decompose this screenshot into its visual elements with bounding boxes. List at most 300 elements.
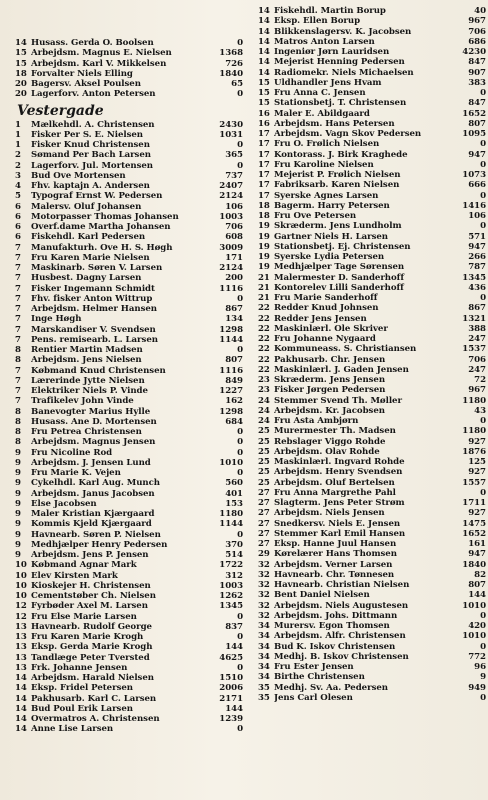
entry-name: Fisker Per S. E. Nielsen (31, 129, 143, 140)
entry-amount: 849 (225, 375, 243, 386)
entry-amount: 4625 (219, 652, 243, 663)
entry-name: Malersv. Oluf Johansen (31, 201, 142, 212)
entry-name: Maskinarb. Søren V. Larsen (31, 263, 163, 273)
entry-name: Kioskejer H. Christensen (31, 580, 151, 591)
entry-house-number: 16 (258, 108, 270, 119)
list-entry (15, 683, 243, 693)
list-entry (15, 335, 243, 345)
entry-house-number: 34 (258, 672, 270, 683)
entry-name: Fru Karoline Nielsen (274, 159, 374, 170)
entry-amount: 2124 (219, 263, 243, 273)
entry-name: Maler E. Abildgaard (274, 108, 370, 119)
entry-amount: 1840 (462, 559, 486, 570)
entry-amount: 706 (468, 26, 486, 37)
list-entry (15, 38, 243, 48)
entry-house-number: 14 (258, 26, 270, 37)
entry-name: Skræderm. Jens Jensen (274, 375, 386, 385)
entry-amount: 686 (468, 36, 486, 47)
entry-amount: 0 (480, 159, 486, 170)
entry-house-number: 9 (15, 488, 21, 499)
entry-name: Fru Else Marie Larsen (31, 611, 137, 622)
entry-amount: 1095 (462, 129, 486, 139)
entry-house-number: 19 (258, 241, 270, 252)
entry-name: Fru Marie K. Vejen (31, 468, 121, 478)
entry-name: Arbejdsm. Alfr. Christensen (274, 631, 406, 642)
list-entry (258, 6, 486, 16)
entry-name: Fru Karen Marie Krogh (31, 632, 144, 642)
entry-name: Uldhandler Jens Hvam (274, 77, 382, 88)
entry-name: Eksp. Hanne Juul Hansen (274, 539, 397, 549)
entry-house-number: 25 (258, 436, 270, 447)
entry-house-number: 25 (258, 426, 270, 437)
list-entry (258, 78, 486, 88)
entry-house-number: 14 (258, 36, 270, 47)
entry-house-number: 32 (258, 559, 270, 570)
entry-name: Motorpasser Thomas Johansen (31, 211, 179, 222)
list-entry (15, 366, 243, 376)
entry-house-number: 25 (258, 467, 270, 478)
entry-house-number: 15 (258, 77, 270, 88)
entry-amount: 1116 (219, 283, 243, 294)
entry-name: Fhv. fisker Anton Wittrup (31, 293, 153, 304)
entry-house-number: 6 (15, 201, 21, 212)
list-entry (15, 714, 243, 724)
entry-house-number: 34 (258, 631, 270, 642)
list-entry (15, 376, 243, 386)
entry-name: Lagerforv. Anton Petersen (31, 89, 156, 100)
list-entry (15, 273, 243, 283)
entry-amount: 927 (468, 467, 486, 478)
entry-house-number: 23 (258, 385, 270, 396)
entry-amount: 1711 (462, 498, 486, 508)
entry-house-number: 32 (258, 590, 270, 601)
list-entry (258, 262, 486, 272)
list-entry (15, 89, 243, 99)
list-entry (258, 488, 486, 498)
entry-amount: 3009 (219, 242, 243, 253)
entry-house-number: 8 (15, 427, 21, 437)
entry-name: Havnearb. Søren P. Nielsen (31, 529, 161, 540)
list-entry (258, 119, 486, 129)
entry-name: Anne Lise Larsen (31, 724, 114, 735)
list-entry (258, 385, 486, 395)
entry-house-number: 34 (258, 651, 270, 662)
entry-name: Stationsbetj. T. Christensen (274, 98, 407, 109)
list-entry (15, 622, 243, 632)
list-entry (15, 161, 243, 171)
entry-amount: 0 (480, 190, 486, 201)
entry-amount: 737 (225, 170, 243, 181)
list-entry (258, 683, 486, 693)
entry-amount: 1652 (462, 108, 486, 119)
entry-amount: 40 (474, 6, 486, 16)
entry-house-number: 7 (15, 263, 21, 273)
entry-amount: 949 (468, 682, 486, 693)
entry-amount: 1144 (219, 519, 243, 530)
entry-house-number: 2 (15, 160, 21, 171)
list-entry (15, 202, 243, 212)
entry-house-number: 14 (15, 724, 27, 735)
entry-name: Blikkenslagersv. K. Jacobsen (274, 26, 412, 37)
list-entry (258, 68, 486, 78)
list-entry (15, 571, 243, 581)
entry-house-number: 14 (258, 57, 270, 68)
entry-amount: 370 (225, 539, 243, 550)
entry-house-number: 18 (258, 200, 270, 211)
list-entry (258, 570, 486, 580)
list-entry (258, 416, 486, 426)
entry-name: Husass. Gerda O. Boolsen (31, 38, 154, 48)
entry-name: Fyrbøder Axel M. Larsen (31, 601, 148, 612)
list-entry (258, 478, 486, 488)
entry-house-number: 12 (15, 601, 27, 612)
entry-house-number: 21 (258, 282, 270, 293)
entry-house-number: 23 (258, 375, 270, 385)
entry-name: Maskinlærl. Ingvard Rohde (274, 457, 405, 467)
entry-house-number: 17 (258, 159, 270, 170)
list-entry (258, 590, 486, 600)
entry-amount: 9 (480, 672, 486, 683)
entry-house-number: 22 (258, 313, 270, 324)
entry-amount: 82 (474, 569, 486, 580)
entry-name: Lagerforv. Jul. Mortensen (31, 160, 154, 171)
list-entry (258, 662, 486, 672)
entry-house-number: 5 (15, 191, 21, 202)
entry-amount: 560 (225, 478, 243, 489)
entry-amount: 1239 (219, 714, 243, 724)
entry-name: Husass. Ane D. Mortensen (31, 416, 157, 427)
list-entry (258, 242, 486, 252)
list-entry (258, 344, 486, 354)
entry-house-number: 7 (15, 304, 21, 314)
list-entry (15, 386, 243, 396)
entry-name: Medhj. Sv. Aa. Pedersen (274, 682, 388, 693)
entry-house-number: 7 (15, 283, 21, 294)
entry-house-number: 9 (15, 498, 21, 509)
entry-amount: 0 (237, 38, 243, 48)
list-entry (15, 304, 243, 314)
list-entry (15, 530, 243, 540)
entry-house-number: 34 (258, 662, 270, 672)
entry-amount: 383 (468, 77, 486, 88)
entry-amount: 867 (225, 304, 243, 314)
entry-house-number: 10 (15, 591, 27, 601)
entry-house-number: 17 (258, 180, 270, 191)
entry-amount: 153 (225, 498, 243, 509)
list-entry (15, 581, 243, 591)
entry-house-number: 8 (15, 345, 21, 355)
entry-name: Murermester Th. Madsen (274, 426, 396, 437)
entry-amount: 514 (225, 550, 243, 560)
entry-amount: 401 (225, 488, 243, 499)
list-entry (258, 293, 486, 303)
list-entry (258, 539, 486, 549)
list-entry (15, 79, 243, 89)
entry-amount: 1368 (219, 48, 243, 59)
entry-house-number: 15 (15, 58, 27, 69)
list-entry (258, 631, 486, 641)
list-entry (15, 427, 243, 437)
entry-name: Arbejdsm. Johs. Dittmann (274, 610, 398, 621)
entry-house-number: 14 (258, 16, 270, 27)
entry-house-number: 9 (15, 509, 21, 519)
entry-house-number: 8 (15, 406, 21, 417)
entry-name: Banevogter Marius Hylle (31, 406, 151, 417)
entry-name: Fisker Knud Christensen (31, 140, 150, 150)
entry-house-number: 2 (15, 150, 21, 161)
list-entry (258, 396, 486, 406)
entry-amount: 0 (237, 140, 243, 150)
list-entry (15, 222, 243, 232)
list-entry (15, 550, 243, 560)
entry-house-number: 9 (15, 539, 21, 550)
entry-house-number: 34 (258, 621, 270, 631)
entry-house-number: 22 (258, 354, 270, 365)
list-entry (258, 437, 486, 447)
entry-house-number: 9 (15, 468, 21, 478)
entry-amount: 1116 (219, 365, 243, 376)
entry-name: Arbejdsm. Niels Augustesen (274, 600, 409, 611)
entry-amount: 420 (468, 621, 486, 631)
entry-amount: 4230 (462, 47, 486, 57)
list-entry (258, 150, 486, 160)
list-entry (15, 181, 243, 191)
entry-house-number: 32 (258, 580, 270, 590)
list-entry (258, 508, 486, 518)
entry-amount: 96 (474, 662, 486, 672)
entry-house-number: 9 (15, 457, 21, 468)
entry-name: Matros Anton Larsen (274, 36, 375, 47)
entry-house-number: 6 (15, 222, 21, 232)
entry-name: Eksp. Ellen Borup (274, 16, 361, 27)
list-entry (15, 478, 243, 488)
list-entry (15, 140, 243, 150)
entry-amount: 1031 (219, 129, 243, 140)
entry-house-number: 10 (15, 560, 27, 571)
entry-house-number: 14 (15, 683, 27, 694)
list-entry (258, 642, 486, 652)
entry-name: Stemmer Svend Th. Møller (274, 395, 402, 406)
list-entry (258, 324, 486, 334)
entry-amount: 312 (225, 570, 243, 581)
list-entry (15, 253, 243, 263)
entry-amount: 0 (237, 611, 243, 622)
entry-amount: 2407 (219, 181, 243, 191)
entry-name: Slagterm. Jens Peter Strøm (274, 498, 405, 508)
entry-house-number: 35 (258, 692, 270, 703)
entry-house-number: 27 (258, 528, 270, 539)
entry-amount: 847 (468, 98, 486, 109)
entry-name: Marskandiser V. Svendsen (31, 324, 156, 335)
entry-house-number: 7 (15, 365, 21, 376)
entry-name: Cementstøber Ch. Nielsen (31, 591, 156, 601)
entry-amount: 2124 (219, 191, 243, 202)
entry-amount: 2006 (219, 683, 243, 694)
list-entry (15, 284, 243, 294)
entry-house-number: 27 (258, 508, 270, 519)
entry-name: Købmand Knud Christensen (31, 365, 166, 376)
list-entry (258, 16, 486, 26)
list-entry (258, 611, 486, 621)
entry-house-number: 7 (15, 324, 21, 335)
list-entry (15, 294, 243, 304)
entry-house-number: 7 (15, 314, 21, 325)
entry-name: Arbejdsm. Verner Larsen (274, 559, 393, 570)
entry-name: Maskinlærl. Ole Skriver (274, 323, 388, 334)
entry-amount: 247 (468, 334, 486, 344)
entry-amount: 1180 (219, 509, 243, 519)
entry-name: Fru Marie Sanderhoff (274, 293, 378, 303)
list-entry (15, 560, 243, 570)
entry-name: Else Jacobsen (31, 498, 97, 509)
list-entry (15, 191, 243, 201)
entry-house-number: 17 (258, 129, 270, 139)
list-entry (258, 447, 486, 457)
entry-name: Tandlæge Peter Tversted (31, 652, 150, 663)
entry-house-number: 6 (15, 211, 21, 222)
entry-amount: 0 (480, 416, 486, 426)
entry-name: Arbejdsm. Hans Petersen (274, 118, 395, 129)
entry-name: Inge Høgh (31, 314, 82, 325)
entry-amount: 726 (225, 58, 243, 69)
list-entry (15, 437, 243, 447)
list-entry (258, 314, 486, 324)
list-entry (15, 653, 243, 663)
list-entry (15, 642, 243, 652)
list-entry (258, 109, 486, 119)
entry-name: Manufakturh. Ove H. S. Høgh (31, 242, 173, 253)
entry-name: Gartner Niels H. Larsen (274, 231, 388, 242)
entry-name: Stemmer Karl Emil Hansen (274, 528, 406, 539)
entry-amount: 907 (468, 67, 486, 78)
entry-name: Snedkersv. Niels E. Jensen (274, 518, 401, 529)
entry-name: Syerske Agnes Larsen (274, 190, 379, 201)
entry-name: Murersv. Egon Thomsen (274, 621, 390, 631)
entry-amount: 1010 (219, 457, 243, 468)
entry-name: Arbejdsm. Magnus Jensen (31, 437, 156, 448)
entry-name: Redder Jens Jensen (274, 313, 367, 324)
list-entry (258, 334, 486, 344)
entry-house-number: 10 (15, 580, 27, 591)
list-entry (258, 580, 486, 590)
entry-name: Forvalter Niels Elling (31, 68, 133, 79)
entry-name: Radiomekr. Niels Michaelsen (274, 67, 414, 78)
entry-house-number: 17 (258, 170, 270, 180)
entry-house-number: 32 (258, 610, 270, 621)
entry-house-number: 14 (15, 38, 27, 48)
entry-amount: 967 (468, 16, 486, 27)
entry-amount: 1144 (219, 334, 243, 345)
entry-amount: 947 (468, 549, 486, 560)
list-entry (258, 672, 486, 682)
entry-house-number: 20 (15, 79, 27, 89)
entry-name: Eksp. Fridel Petersen (31, 683, 133, 694)
entry-house-number: 7 (15, 396, 21, 407)
entry-name: Arbejdsm. Oluf Bertelsen (274, 477, 395, 488)
entry-house-number: 32 (258, 569, 270, 580)
entry-house-number: 24 (258, 405, 270, 416)
entry-name: Elev Kirsten Mark (31, 570, 118, 581)
entry-name: Rebslager Viggo Rohde (274, 436, 386, 447)
entry-house-number: 7 (15, 293, 21, 304)
entry-house-number: 24 (258, 416, 270, 426)
entry-house-number: 3 (15, 170, 21, 181)
right-column (258, 6, 486, 703)
list-entry (258, 652, 486, 662)
list-entry (15, 458, 243, 468)
entry-name: Pakhusarb. Karl C. Larsen (31, 693, 157, 704)
entry-amount: 1475 (462, 518, 486, 529)
list-entry (15, 489, 243, 499)
entry-house-number: 13 (15, 632, 27, 642)
entry-amount: 1510 (219, 673, 243, 683)
entry-house-number: 34 (258, 641, 270, 652)
entry-name: Ingeniør Jørn Lauridsen (274, 47, 390, 57)
entry-house-number: 15 (258, 88, 270, 98)
entry-name: Arbejdsm. Harald Nielsen (31, 673, 154, 683)
entry-name: Fabriksarb. Karen Nielsen (274, 180, 400, 191)
entry-house-number: 35 (258, 682, 270, 693)
list-entry (258, 519, 486, 529)
list-entry (258, 283, 486, 293)
entry-amount: 436 (468, 282, 486, 293)
list-entry (258, 426, 486, 436)
entry-name: Kørelærer Hans Thomsen (274, 549, 397, 560)
entry-name: Frk. Johanne Jensen (31, 662, 128, 673)
entry-house-number: 27 (258, 487, 270, 498)
entry-name: Bud Ove Mortensen (31, 170, 126, 181)
entry-amount: 0 (480, 692, 486, 703)
entry-house-number: 18 (15, 68, 27, 79)
entry-amount: 1262 (219, 591, 243, 601)
entry-house-number: 19 (258, 262, 270, 273)
entry-amount: 161 (468, 539, 486, 549)
entry-amount: 1003 (219, 211, 243, 222)
entry-amount: 0 (237, 89, 243, 100)
entry-amount: 171 (225, 252, 243, 263)
entry-name: Overf.dame Martha Johansen (31, 222, 171, 232)
list-entry (15, 396, 243, 406)
entry-house-number: 1 (15, 119, 21, 130)
entry-house-number: 15 (258, 98, 270, 109)
entry-amount: 0 (480, 88, 486, 98)
entry-house-number: 14 (15, 703, 27, 714)
entry-house-number: 12 (15, 611, 27, 622)
entry-amount: 0 (237, 529, 243, 540)
list-entry (258, 355, 486, 365)
entry-house-number: 7 (15, 386, 21, 396)
list-entry (15, 704, 243, 714)
entry-house-number: 17 (258, 139, 270, 150)
entry-amount: 0 (237, 724, 243, 735)
entry-house-number: 13 (15, 642, 27, 653)
entry-house-number: 25 (258, 446, 270, 457)
list-entry (258, 211, 486, 221)
entry-amount: 847 (468, 57, 486, 68)
entry-name: Arbejdsm. Jens P. Jensen (31, 550, 149, 560)
entry-amount: 1298 (219, 324, 243, 335)
entry-amount: 807 (225, 355, 243, 366)
entry-amount: 0 (237, 345, 243, 355)
list-entry (15, 130, 243, 140)
entry-amount: 0 (237, 437, 243, 448)
entry-house-number: 24 (258, 395, 270, 406)
entry-name: Kommuneass. S. Christiansen (274, 344, 417, 355)
entry-house-number: 32 (258, 600, 270, 611)
list-entry (258, 303, 486, 313)
entry-name: Havnearb. Chr. Tønnesen (274, 569, 395, 580)
entry-house-number: 19 (258, 252, 270, 262)
